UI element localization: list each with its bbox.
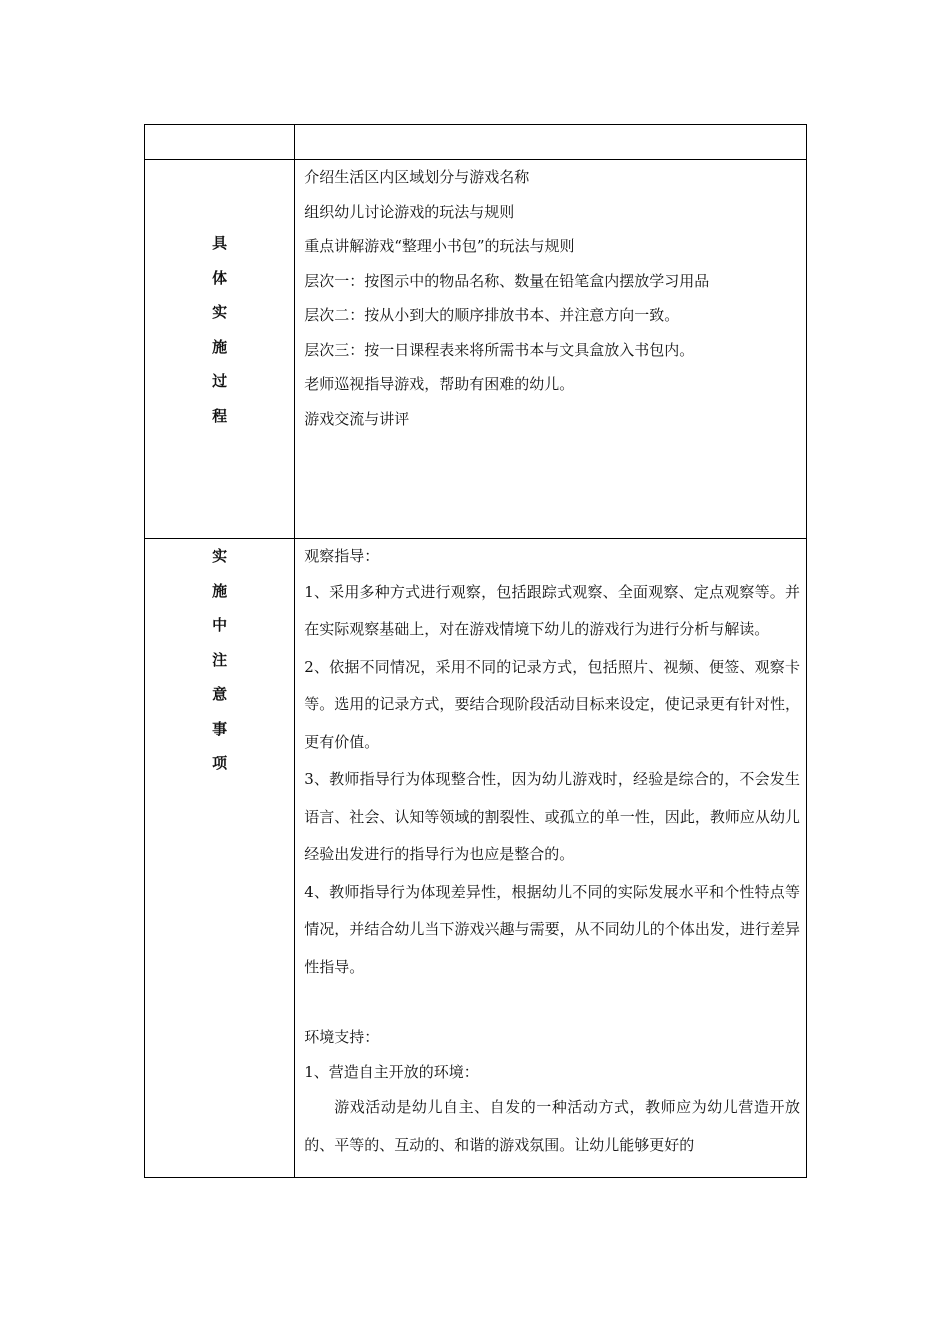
label-char: 事 (212, 719, 228, 738)
label-char: 实 (212, 547, 228, 565)
process-line: 重点讲解游戏“整理小书包”的玩法与规则 (304, 237, 575, 255)
process-content-cell (295, 160, 807, 539)
label-char: 施 (212, 337, 228, 356)
label-char: 体 (212, 268, 228, 287)
environment-heading: 环境支持： (304, 1028, 380, 1046)
observation-item: 3、教师指导行为体现整合性，因为幼儿游戏时，经验是综合的，不会发生语言、社会、认知等领域的割裂性、或孤立的单一性，因此，教师应从幼儿经验出发进行的指导行为也应是整合的。 (304, 770, 800, 863)
environment-item: 1、营造自主开放的环境： (304, 1062, 479, 1081)
activity-plan-table (144, 124, 807, 1178)
observation-heading: 观察指导： (304, 547, 380, 565)
label-char: 实 (212, 303, 228, 321)
process-row (145, 160, 807, 539)
label-char: 具 (212, 234, 228, 252)
notes-label-cell (145, 539, 295, 1178)
notes-row (145, 539, 807, 1178)
process-line: 介绍生活区内区域划分与游戏名称 (304, 168, 530, 186)
observation-item: 2、依据不同情况，采用不同的记录方式，包括照片、视频、便签、观察卡等。选用的记录方式，要结合现阶段活动目标来设定，使记录更有针对性，更有价值。 (304, 657, 800, 751)
label-char: 项 (212, 754, 228, 772)
process-line: 层次一：按图示中的物品名称、数量在铅笔盒内摆放学习用品 (304, 271, 710, 290)
label-char: 中 (212, 616, 228, 634)
label-char: 过 (212, 372, 228, 390)
process-label-cell (145, 160, 295, 539)
process-content (295, 160, 806, 436)
process-line: 层次二：按从小到大的顺序排放书本、并注意方向一致。 (304, 306, 680, 324)
empty-header-row (145, 125, 807, 160)
label-char: 施 (212, 581, 228, 600)
environment-paragraph: 游戏活动是幼儿自主、自发的一种活动方式，教师应为幼儿营造开放的、平等的、互动的、和谐的游戏氛围。让幼儿能够更好的 (304, 1098, 800, 1154)
observation-item: 1、采用多种方式进行观察，包括跟踪式观察、全面观察、定点观察等。并在实际观察基础上，对在游戏情境下幼儿的游戏行为进行分析与解读。 (304, 582, 800, 638)
section-spacer (304, 986, 800, 1020)
label-char: 程 (212, 406, 228, 425)
process-line: 游戏交流与讲评 (304, 409, 410, 428)
process-line: 组织幼儿讨论游戏的玩法与规则 (304, 202, 515, 221)
process-line: 层次三：按一日课程表来将所需书本与文具盒放入书包内。 (304, 340, 695, 359)
process-line: 老师巡视指导游戏，帮助有困难的幼儿。 (304, 375, 575, 393)
label-char: 意 (212, 685, 228, 703)
observation-item: 4、教师指导行为体现差异性，根据幼儿不同的实际发展水平和个性特点等情况，并结合幼儿当下游戏兴趣与需要，从不同幼儿的个体出发，进行差异性指导。 (304, 882, 800, 976)
label-char: 注 (212, 650, 228, 669)
empty-content-cell (295, 125, 807, 160)
notes-content (295, 539, 806, 1164)
process-label (145, 160, 294, 433)
empty-label-cell (145, 125, 295, 160)
notes-label (145, 539, 294, 781)
notes-content-cell (295, 539, 807, 1178)
